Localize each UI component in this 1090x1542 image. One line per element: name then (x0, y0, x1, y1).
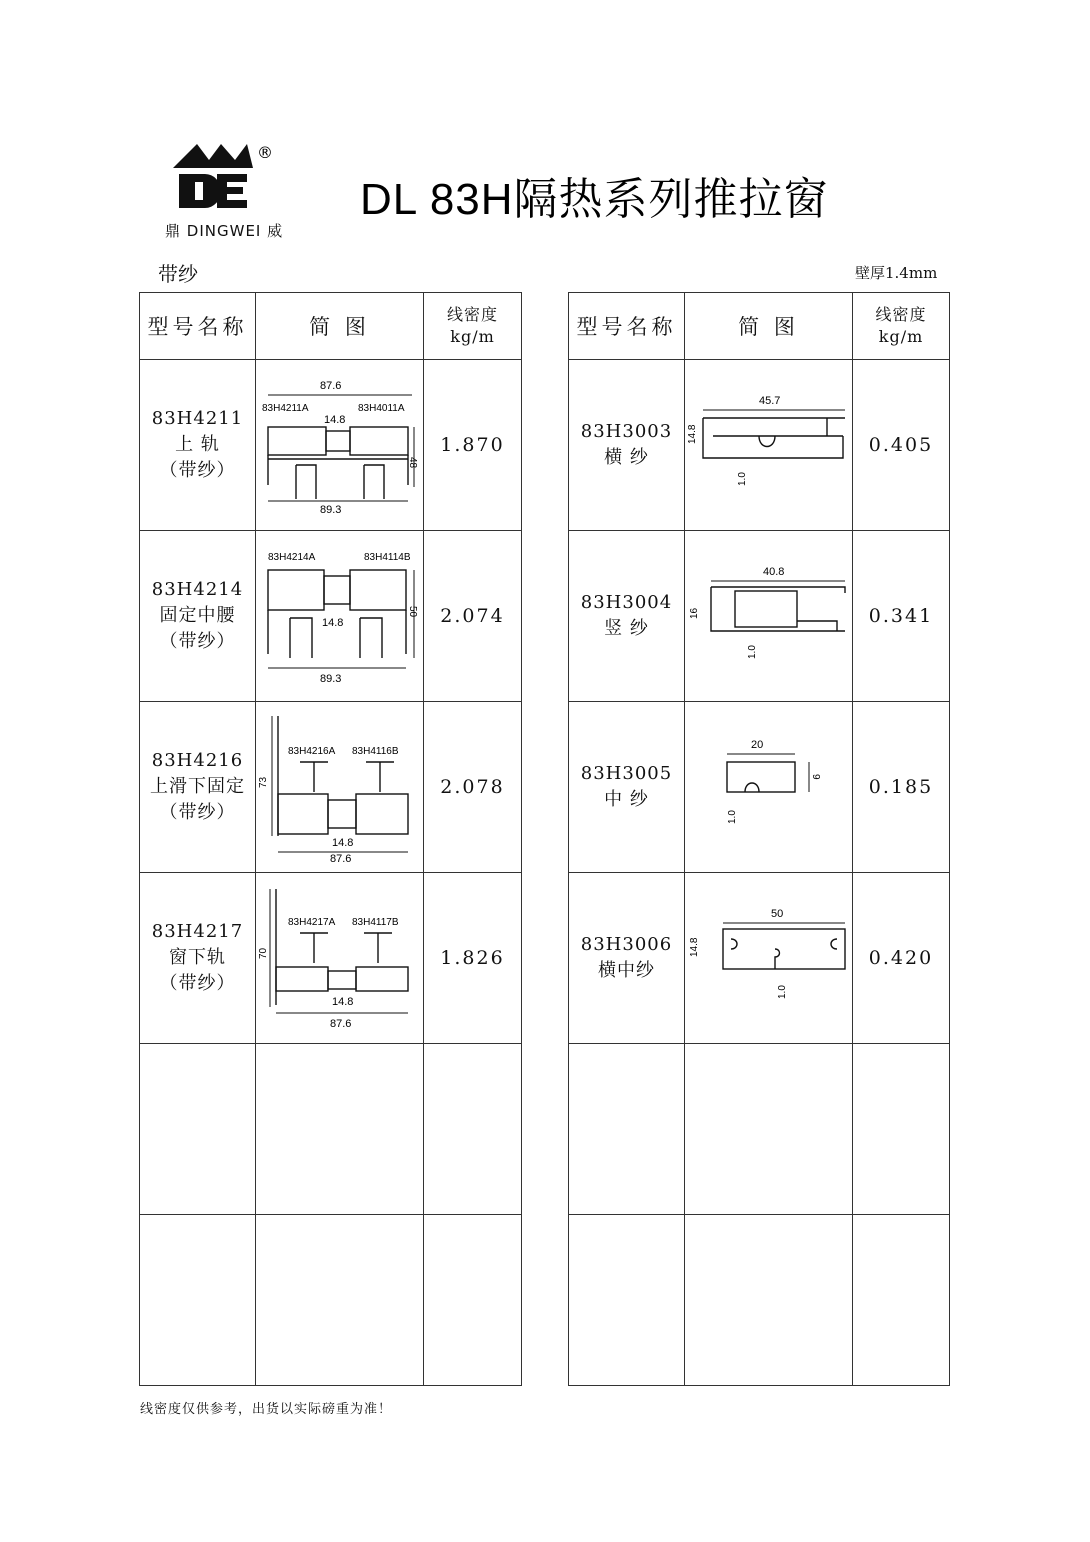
profile-drawing-83H3004 (689, 561, 849, 671)
page-title: DL 83H隔热系列推拉窗 (360, 175, 829, 224)
table-row (140, 873, 522, 1044)
density-value (853, 1215, 950, 1386)
table-row (140, 360, 522, 531)
right-profile-table (568, 292, 950, 1386)
svg-text:83H4217A: 83H4217A (287, 917, 335, 928)
density-value: 0.420 (853, 873, 950, 1044)
svg-text:®: ® (257, 143, 273, 162)
density-value (853, 1044, 950, 1215)
profile-name-cell: 83H3006 横中纱 (569, 873, 685, 1044)
profile-name-cell (569, 1215, 685, 1386)
profile-sketch-cell (256, 1044, 424, 1215)
profile-name-cell: 83H4217 窗下轨 （带纱） (140, 873, 256, 1044)
header-sketch: 简 图 (256, 293, 424, 360)
svg-text:50: 50 (406, 606, 418, 618)
density-value (424, 1215, 522, 1386)
density-value: 2.074 (424, 531, 522, 702)
header-sketch: 简 图 (685, 293, 853, 360)
svg-text:20: 20 (750, 739, 763, 751)
svg-text:73: 73 (257, 776, 269, 788)
table-row (140, 531, 522, 702)
svg-text:83H4011A: 83H4011A (357, 403, 405, 414)
table-row (569, 702, 950, 873)
density-value: 0.405 (853, 360, 950, 531)
svg-text:1.0: 1.0 (746, 645, 758, 659)
table-row (569, 873, 950, 1044)
svg-text:14.8: 14.8 (331, 996, 353, 1008)
profile-sketch-cell (256, 531, 424, 702)
svg-text:14.8: 14.8 (686, 424, 698, 444)
table-row (140, 702, 522, 873)
density-value (424, 1044, 522, 1215)
svg-text:1.0: 1.0 (736, 472, 748, 486)
svg-text:14.8: 14.8 (323, 414, 345, 426)
company-logo (165, 138, 285, 238)
svg-text:1.0: 1.0 (726, 810, 738, 824)
left-profile-table (139, 292, 522, 1386)
svg-text:14.8: 14.8 (688, 937, 700, 957)
svg-text:83H4116B: 83H4116B (351, 746, 399, 757)
svg-text:83H4211A: 83H4211A (261, 403, 309, 414)
profile-sketch-cell (256, 360, 424, 531)
profile-name-cell: 83H3003 横 纱 (569, 360, 685, 531)
table-row (569, 1215, 950, 1386)
svg-text:16: 16 (688, 607, 700, 619)
profile-sketch-cell (685, 873, 853, 1044)
profile-name-cell: 83H4216 上滑下固定 （带纱） (140, 702, 256, 873)
svg-text:89.3: 89.3 (319, 504, 341, 516)
profile-drawing-83H3006 (689, 903, 849, 1013)
profile-sketch-cell (256, 1215, 424, 1386)
svg-text:40.8: 40.8 (762, 566, 784, 578)
svg-text:70: 70 (257, 947, 269, 959)
header-model: 型号名称 (569, 293, 685, 360)
brand-caption: 鼎 DINGWEI 威 (165, 222, 284, 240)
profile-drawing-83H4216 (257, 712, 420, 865)
svg-text:14.8: 14.8 (331, 837, 353, 849)
svg-text:89.3: 89.3 (319, 673, 341, 685)
profile-name-cell: 83H4214 固定中腰 （带纱） (140, 531, 256, 702)
svg-text:83H4214A: 83H4214A (267, 552, 315, 563)
svg-text:50: 50 (770, 908, 783, 920)
table-row (140, 1044, 522, 1215)
footnote: 线密度仅供参考，出货以实际磅重为准！ (140, 1402, 393, 1417)
dingwei-logo-mark (165, 138, 285, 218)
svg-text:1.0: 1.0 (776, 985, 788, 999)
table-header-row (569, 293, 950, 360)
svg-text:83H4117B: 83H4117B (351, 917, 399, 928)
svg-text:83H4216A: 83H4216A (287, 746, 335, 757)
density-value: 2.078 (424, 702, 522, 873)
profile-name-cell (140, 1215, 256, 1386)
profile-name-cell (569, 1044, 685, 1215)
profile-name-cell (140, 1044, 256, 1215)
profile-sketch-cell (685, 360, 853, 531)
profile-name-cell: 83H4211 上 轨 （带纱） (140, 360, 256, 531)
profile-sketch-cell (256, 702, 424, 873)
table-row (569, 360, 950, 531)
profile-sketch-cell (685, 531, 853, 702)
density-value: 0.185 (853, 702, 950, 873)
profile-drawing-83H3003 (686, 390, 849, 500)
section-subtitle: 带纱 (158, 262, 198, 286)
table-header-row (140, 293, 522, 360)
svg-text:87.6: 87.6 (329, 1018, 351, 1030)
table-row (569, 1044, 950, 1215)
header-density: 线密度 kg/m (424, 293, 522, 360)
table-row (569, 531, 950, 702)
svg-text:87.6: 87.6 (319, 380, 341, 392)
header-model: 型号名称 (140, 293, 256, 360)
profile-name-cell: 83H3005 中 纱 (569, 702, 685, 873)
profile-sketch-cell (685, 702, 853, 873)
profile-drawing-83H4211 (260, 375, 420, 515)
density-value: 1.826 (424, 873, 522, 1044)
profile-sketch-cell (256, 873, 424, 1044)
svg-text:14.8: 14.8 (321, 617, 343, 629)
svg-text:9: 9 (809, 774, 821, 780)
wall-thickness-note: 壁厚1.4mm (855, 264, 938, 282)
svg-text:48: 48 (406, 457, 418, 469)
profile-drawing-83H4217 (257, 883, 420, 1033)
density-value: 0.341 (853, 531, 950, 702)
svg-text:83H4114B: 83H4114B (363, 552, 411, 563)
profile-drawing-83H4214 (260, 546, 420, 686)
profile-name-cell: 83H3004 竖 纱 (569, 531, 685, 702)
profile-drawing-83H3005 (689, 732, 849, 842)
profile-sketch-cell (685, 1044, 853, 1215)
svg-text:87.6: 87.6 (329, 853, 351, 865)
table-row (140, 1215, 522, 1386)
density-value: 1.870 (424, 360, 522, 531)
svg-text:45.7: 45.7 (758, 395, 780, 407)
profile-sketch-cell (685, 1215, 853, 1386)
header-density: 线密度 kg/m (853, 293, 950, 360)
